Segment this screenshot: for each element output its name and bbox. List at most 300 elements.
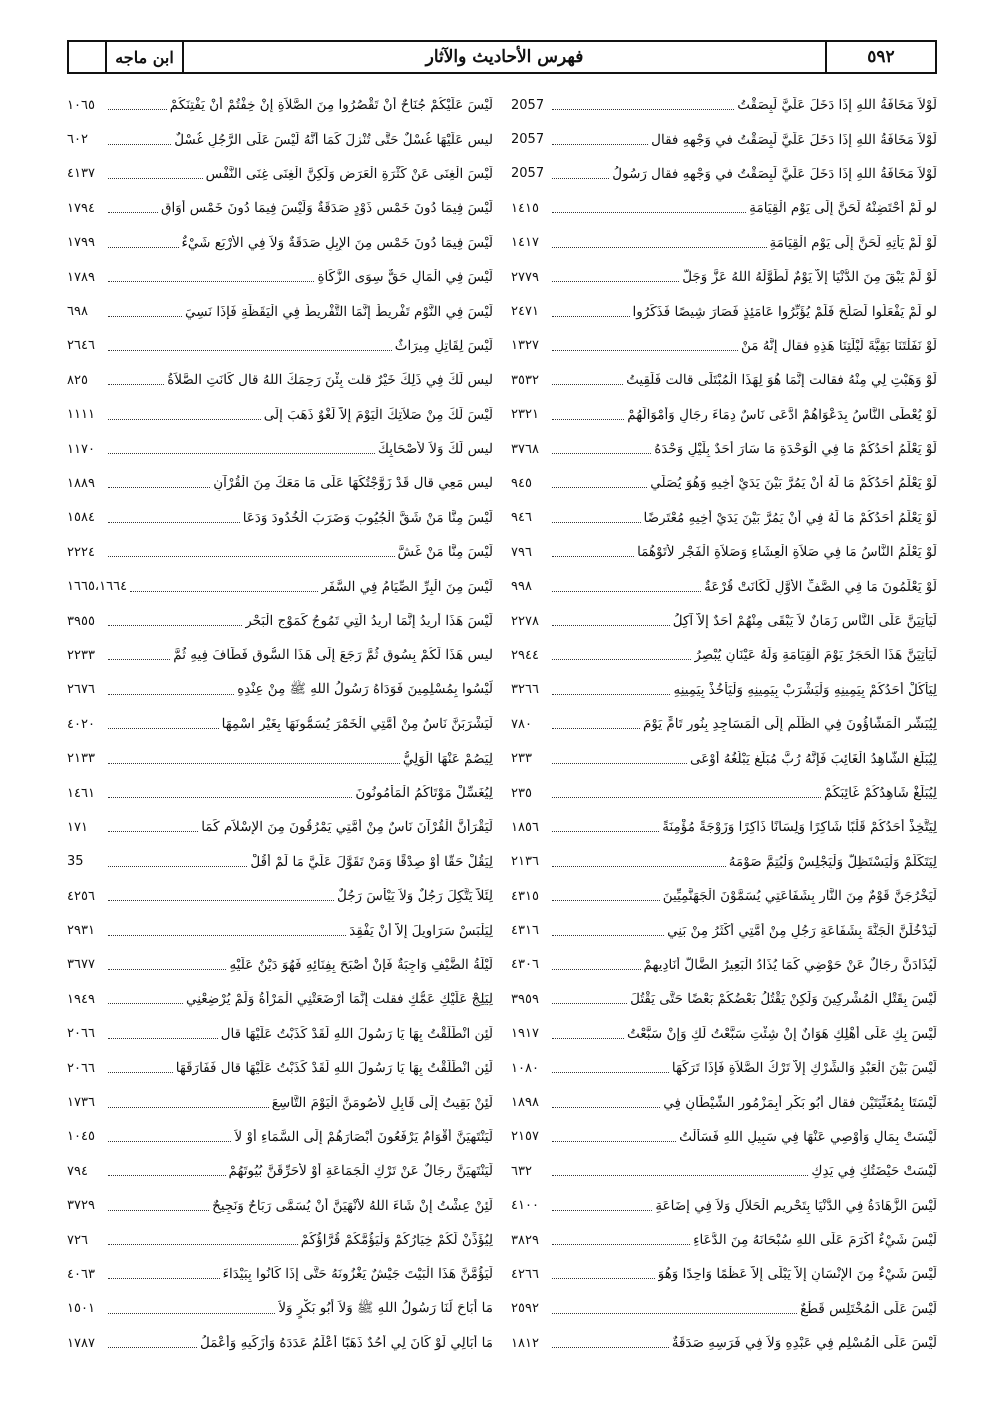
hadith-number: ٩٤٥: [511, 475, 532, 491]
hadith-number: ٢٦٤٦: [67, 338, 95, 354]
index-entry: [67, 535, 493, 569]
dot-leader: [552, 383, 623, 385]
index-entry: [67, 466, 493, 500]
hadith-text: لَيَأْتِيَنَّ هَذَا الْحَجَرُ يَوْمَ الْقِيَامَةِ وَلَهُ عَيْنَانِ يُبْصِرُ: [694, 647, 937, 664]
hadith-text: لَيَقْرَأَنَّ الْقُرْآنَ نَاسٌ مِنْ أُمَّتِي يَمْرُقُونَ مِنَ الإِسْلاَمِ كَمَا: [201, 819, 493, 836]
hadith-text: ليس مَعِي قال قَدْ زَوَّجْتُكَهَا عَلَى مَا مَعَكَ مِنَ الْقُرْآنِ: [213, 475, 493, 492]
dot-leader: [108, 280, 314, 282]
hadith-text: لَيْسَتَا بِمُغَنِّيَتَيْنِ فقال أَبُو بَكْرٍ أَبِمَزْمُورِ الشَّيْطَانِ فِي: [663, 1094, 937, 1111]
hadith-text: لَيَشْرَبَنَّ نَاسٌ مِنْ أُمَّتِي الْخَمْرَ يُسَمُّونَهَا بِغَيْرِ اسْمِهَا: [221, 716, 493, 733]
dot-leader: [552, 624, 670, 626]
left-column: [67, 88, 493, 1360]
dot-leader: [552, 830, 659, 832]
hadith-number: ٤٣١٥: [511, 888, 539, 904]
index-entry: [511, 776, 937, 810]
hadith-text: لَوْلاَ مَخَافَةُ اللهِ إِذَا دَخَلَ عَلَيَّ لَبِصَقْتُ في وَجْهِهِ فقال رَسُولُ: [612, 165, 937, 182]
dot-leader: [552, 1071, 669, 1073]
hadith-text: لَيْسَ بِكِ عَلَى أَهْلِكِ هَوَانٌ إِنْ شِئْتِ سَبَّعْتُ لَكِ وَإِنْ سَبَّعْتُ: [627, 1025, 937, 1042]
hadith-text: لو لَمْ أَحْتَضِنْهُ لَحَنَّ إِلَى يَوْمِ الْقِيَامَةِ: [749, 200, 937, 217]
dot-leader: [552, 1209, 652, 1211]
hadith-text: لَيْسَ فِيمَا دُونَ خَمْسِ ذَوْدٍ صَدَقَةٌ وَلَيْسَ فِيمَا دُونَ خَمْسِ أَوَاقٍ: [160, 200, 493, 217]
dot-leader: [108, 693, 234, 695]
index-entry: [67, 191, 493, 225]
hadith-text: لِيُبَلِّغِ الشَّاهِدُ الْغَائِبَ فَإِنَّهُ رُبَّ مُبَلَّغٍ يَبْلُغُهُ أَوْعَى: [689, 750, 937, 767]
hadith-text: لَوْ وَهَبْتِ لِي مِنْهُ فقالت إِنَّمَا هُوَ لِهَذَا الْمُبْتَلَى قالت فَلَقِيتُ: [626, 372, 937, 389]
index-entry: [67, 948, 493, 982]
dot-leader: [552, 1346, 669, 1348]
index-entry: [511, 294, 937, 328]
index-entry: [511, 157, 937, 191]
hadith-number: ١٤١٧: [511, 235, 539, 251]
dot-leader: [552, 693, 670, 695]
hadith-number: ٧٢٦: [67, 1232, 88, 1248]
hadith-number: ٢٣٣: [511, 751, 532, 767]
index-entry: [67, 1017, 493, 1051]
hadith-text: لَيْسَ عَلَى الْمُسْلِمِ فِي عَبْدِهِ وَلاَ فِي فَرَسِهِ صَدَقَةٌ: [671, 1335, 937, 1352]
hadith-text: لِئَلاَّ يَتَّكِلَ رَجُلٌ وَلاَ يَيْأَسَ رَجُلٌ: [336, 888, 493, 905]
hadith-number: ٤٣٠٦: [511, 957, 539, 973]
hadith-text: لَيْسَ مِنَّا مَنْ غَشَّ: [397, 544, 493, 561]
index-entry: [511, 466, 937, 500]
hadith-text: ليس لَكَ فِي ذَلِكَ خَيْرٌ قلت بِئْنَ رَحِمَكَ اللهُ قال كَانَتِ الصَّلاَةُ: [167, 372, 493, 389]
dot-leader: [108, 177, 203, 179]
dot-leader: [108, 1312, 275, 1314]
hadith-number: ٦٩٨: [67, 304, 88, 320]
hadith-number: ١١١١: [67, 407, 95, 423]
hadith-number: ٢٧٧٩: [511, 269, 539, 285]
dot-leader: [552, 762, 687, 764]
header-title: فهرس الأحاديث والآثار: [184, 42, 827, 72]
hadith-number: ٣٦٧٧: [67, 957, 95, 973]
index-entry: [511, 1223, 937, 1257]
dot-leader: [552, 1140, 676, 1142]
dot-leader: [552, 143, 648, 145]
index-entry: [511, 88, 937, 122]
hadith-number: 2057: [511, 97, 545, 113]
hadith-number: ١٩٤٩: [67, 991, 95, 1007]
hadith-text: لَيَخْرُجَنَّ قَوْمٌ مِنَ النَّارِ بِشَفَاعَتِي يُسَمَّوْنَ الْجَهَنَّمِيِّينَ: [662, 888, 937, 905]
hadith-number: ٢٤٧١: [511, 304, 539, 320]
index-entry: [67, 776, 493, 810]
hadith-text: لَيْسَتْ حَيْضَتُكِ فِي يَدِكِ: [811, 1163, 937, 1180]
hadith-number: ٣٩٥٥: [67, 613, 95, 629]
index-entry: [511, 1292, 937, 1326]
hadith-text: لِيَقُلْ حَقًّا أَوْ صِدْقًا وَمَنْ تَقَوَّلَ عَلَيَّ مَا لَمْ أَقُلْ: [250, 853, 493, 870]
hadith-number: ٣٢٦٦: [511, 682, 539, 698]
dot-leader: [552, 246, 767, 248]
index-entry: [511, 810, 937, 844]
hadith-text: ليس هَذَا لَكُمْ بِسُوقٍ ثُمَّ رَجَعَ إِلَى هَذَا السُّوقِ فَطَافَ فِيهِ ثُمَّ: [173, 647, 493, 664]
hadith-number: ٨٢٥: [67, 372, 88, 388]
dot-leader: [108, 1106, 269, 1108]
hadith-text: لِيَلْبَسْ سَرَاوِيلَ إِلاَّ أَنْ يَفْقِدَ: [349, 922, 493, 939]
hadith-text: لَيْسَ هَذَا أُرِيدُ إِنَّمَا أُرِيدُ الَّتِي تَمُوجُ كَمَوْجِ الْبَحْرِ: [245, 613, 493, 630]
hadith-number: ٢٢٧٨: [511, 613, 539, 629]
hadith-text: لَوْ يَعْلَمُونَ مَا فِي الصَّفِّ الأَوَّلِ لَكَانَتْ قُرْعَةٌ: [704, 578, 937, 595]
index-entry: [67, 707, 493, 741]
dot-leader: [108, 624, 242, 626]
hadith-text: لِيُؤَذِّنْ لَكُمْ خِيَارُكُمْ وَلْيَؤُمَّكُمْ قُرَّاؤُكُمْ: [300, 1232, 493, 1249]
dot-leader: [108, 418, 261, 420]
index-entry: [67, 329, 493, 363]
index-entry: [511, 1257, 937, 1291]
hadith-number: ٢٦٧٦: [67, 682, 95, 698]
hadith-text: لَوْلاَ مَخَافَةُ اللهِ إِذَا دَخَلَ عَلَيَّ لَبِصَقْتُ: [737, 97, 937, 114]
hadith-text: لَيَنْتَهِيَنَّ أَقْوَامٌ يَرْفَعُونَ أَبْصَارَهُمْ إِلَى السَّمَاءِ أَوْ لاَ: [234, 1128, 493, 1145]
index-entry: [67, 638, 493, 672]
hadith-text: لَيْسَ مِنَّا مَنْ شَقَّ الْجُيُوبَ وَضَرَبَ الْخُدُودَ وَدَعَا: [242, 509, 493, 526]
index-entry: [67, 398, 493, 432]
hadith-number: ٢٠٦٦: [67, 1026, 95, 1042]
hadith-number: ٤٠٢٠: [67, 716, 95, 732]
index-entry: [511, 1326, 937, 1360]
index-entry: [67, 810, 493, 844]
hadith-text: لَيْسَ لِقَاتِلٍ مِيرَاثٌ: [394, 337, 493, 354]
dot-leader: [552, 796, 821, 798]
dot-leader: [552, 108, 734, 110]
hadith-text: لَئِنْ عِشْتُ إِنْ شَاءَ اللهُ لأَنْهَيَنَّ أَنْ يُسَمَّى رَبَاحٌ وَنَجِيحٌ: [212, 1197, 493, 1214]
hadith-text: لَيْسَ شَيْءٌ مِنَ الإِنْسَانِ إِلاَّ يَبْلَى إِلاَّ عَظْمًا وَاحِدًا وَهُوَ: [657, 1266, 937, 1283]
dot-leader: [108, 211, 158, 213]
index-entry: [67, 982, 493, 1016]
index-entry: [511, 1120, 937, 1154]
dot-leader: [108, 143, 171, 145]
hadith-number: ١٣٢٧: [511, 338, 539, 354]
hadith-text: لِيَأْكُلْ أَحَدُكُمْ بِيَمِينِهِ وَلْيَشْرَبْ بِيَمِينِهِ وَلْيَأْخُذْ بِيَمِينِهِ: [673, 681, 937, 698]
hadith-text: ليس لَكَ وَلاَ لأَصْحَابِكَ: [377, 441, 493, 458]
index-entry: [67, 845, 493, 879]
hadith-number: ١٠٦٥: [67, 97, 95, 113]
hadith-number: ١٧٩٩: [67, 235, 95, 251]
index-entry: [511, 260, 937, 294]
hadith-number: ٦٣٢: [511, 1163, 532, 1179]
hadith-text: لَوْ لَمْ يَبْقَ مِنَ الدُّنْيَا إِلاَّ يَوْمٌ لَطَوَّلَهُ اللهُ عَزَّ وَجَلَّ: [682, 269, 937, 286]
dot-leader: [108, 796, 352, 798]
hadith-text: لِيَصُمْ عَنْهَا الْوَلِيُّ: [402, 750, 493, 767]
index-entry: [67, 432, 493, 466]
hadith-number: ٧٨٠: [511, 716, 532, 732]
hadith-number: ٢٣٢١: [511, 407, 539, 423]
index-entry: [67, 569, 493, 603]
index-entry: [511, 1189, 937, 1223]
index-entry: [67, 1257, 493, 1291]
hadith-number: ٢١٣٦: [511, 854, 539, 870]
dot-leader: [552, 865, 726, 867]
index-entry: [511, 398, 937, 432]
dot-leader: [552, 315, 630, 317]
index-entry: [67, 741, 493, 775]
hadith-text: لَوْ لَمْ يَأْتِهِ لَحَنَّ إِلَى يَوْمِ الْقِيَامَةِ: [769, 234, 937, 251]
dot-leader: [108, 521, 240, 523]
dot-leader: [552, 727, 640, 729]
hadith-number: ٧٩٤: [67, 1163, 88, 1179]
hadith-number: ١٥٠١: [67, 1301, 95, 1317]
dot-leader: [552, 211, 746, 213]
index-entry: [511, 1085, 937, 1119]
hadith-number: ١٧٩٤: [67, 200, 95, 216]
hadith-text: لَوْ يَعْلَمُ أَحَدُكُمْ مَا فِي الْوَحْدَةِ مَا سَارَ أَحَدٌ بِلَيْلٍ وَحْدَهُ: [654, 441, 937, 458]
hadith-number: ٢٠٦٦: [67, 1060, 95, 1076]
hadith-number: ١٨١٢: [511, 1335, 539, 1351]
hadith-text: لِيُبَشَّرِ الْمَشَّاؤُونَ فِي الظُّلَمِ إِلَى الْمَسَاجِدِ بِنُورٍ تَامٍّ يَوْمَ: [643, 716, 937, 733]
hadith-number: ١٨٩٨: [511, 1095, 539, 1111]
dot-leader: [108, 383, 164, 385]
hadith-number: ٢١٥٧: [511, 1129, 539, 1145]
header-blank-cell: [69, 42, 107, 72]
index-entry: [511, 707, 937, 741]
hadith-text: لَيْسُوا بِمُسْلِمِينَ فَوَدَاهُ رَسُولُ اللهِ ﷺ مِنْ عِنْدِهِ: [237, 680, 493, 697]
hadith-number: ١١٧٠: [67, 441, 95, 457]
hadith-number: ٣٧٢٩: [67, 1198, 95, 1214]
dot-leader: [108, 762, 400, 764]
index-entry: [67, 1154, 493, 1188]
dot-leader: [108, 108, 167, 110]
dot-leader: [108, 246, 179, 248]
hadith-number: ١٤٦١: [67, 785, 95, 801]
hadith-text: لَيَنْتَهِيَنَّ رِجَالٌ عَنْ تَرْكِ الْجَمَاعَةِ أَوْ لأُحَرِّقَنَّ بُيُوتَهُمْ: [228, 1163, 493, 1180]
index-entry: [511, 363, 937, 397]
index-entry: [67, 501, 493, 535]
dot-leader: [108, 1174, 226, 1176]
dot-leader: [108, 555, 395, 557]
hadith-number: ١٠٤٥: [67, 1129, 95, 1145]
index-entry: [67, 1120, 493, 1154]
hadith-number: ٤٣١٦: [511, 923, 539, 939]
hadith-text: ليس عَلَيْهَا غُسْلٌ حَتَّى تُنْزِلَ كَمَا أَنَّهُ لَيْسَ عَلَى الرَّجُلِ غُسْلٌ: [174, 131, 493, 148]
hadith-text: لَيْسَ فِي الْمَالِ حَقٌّ سِوَى الزَّكَاةِ: [317, 269, 493, 286]
page-header: [67, 40, 937, 74]
dot-leader: [552, 658, 691, 660]
index-entry: [511, 226, 937, 260]
hadith-text: لَيْسَ عَلَى الْمُخْتَلِسِ قَطْعٌ: [800, 1300, 937, 1317]
index-entry: [511, 879, 937, 913]
index-entry: [511, 122, 937, 156]
dot-leader: [108, 658, 170, 660]
hadith-text: لِيُغَسِّلْ مَوْتَاكُمُ الْمَأْمُونُونَ: [355, 785, 493, 801]
hadith-number: 2057: [511, 166, 545, 182]
index-entry: [511, 845, 937, 879]
dot-leader: [552, 486, 647, 488]
dot-leader: [552, 418, 624, 420]
index-entry: [511, 913, 937, 947]
header-page-number: ٥٩٢: [867, 47, 895, 67]
index-entry: [67, 913, 493, 947]
index-entry: [511, 1154, 937, 1188]
hadith-text: لَوْ نَفَلْتَنَا بَقِيَّةَ لَيْلَتِنَا هَذِهِ فقال إِنَّهُ مَنْ: [741, 337, 937, 354]
dot-leader: [552, 349, 738, 351]
hadith-text: لو لَمْ يَفْعَلُوا لَصَلُحَ فَلَمْ يُؤَبِّرُوا عَامَئِذٍ فَصَارَ شِيصًا فَذَكَرُوا: [632, 303, 937, 320]
hadith-number: ٤١٣٧: [67, 166, 95, 182]
dot-leader: [108, 865, 247, 867]
index-entry: [511, 638, 937, 672]
hadith-number: ١٠٨٠: [511, 1060, 539, 1076]
dot-leader: [552, 1277, 655, 1279]
index-entry: [511, 191, 937, 225]
hadith-text: لَوْ يَعْلَمُ أَحَدُكُمْ مَا لَهُ أَنْ يَمُرَّ بَيْنَ يَدَيْ أَخِيهِ وَهُوَ يُصَلِّي: [650, 475, 937, 492]
hadith-text: لَوْلاَ مَخَافَةُ اللهِ إِذَا دَخَلَ عَلَيَّ لَبِصَقْتُ في وَجْهِهِ فقال: [651, 131, 937, 148]
hadith-number: ٧٩٦: [511, 544, 532, 560]
index-entry: [511, 673, 937, 707]
hadith-number: ٢٢٣٣: [67, 647, 95, 663]
hadith-text: لَئِنْ بَقِيتُ إِلَى قَابِلٍ لأَصُومَنَّ الْيَوْمَ التَّاسِعَ: [271, 1094, 493, 1111]
hadith-text: لَيُذَادَنَّ رِجَالٌ عَنْ حَوْضِي كَمَا يُذَادُ الْبَعِيرُ الضَّالُّ أُنَادِيهِمْ: [643, 956, 937, 973]
index-entry: [67, 1326, 493, 1360]
dot-leader: [552, 1312, 797, 1314]
hadith-number: ١٧٨٧: [67, 1335, 95, 1351]
hadith-number: ٢٢٢٤: [67, 544, 95, 560]
right-column: [511, 88, 937, 1360]
index-entry: [511, 948, 937, 982]
hadith-number: ٣٧٦٨: [511, 441, 539, 457]
index-entry: [67, 1223, 493, 1257]
hadith-number: ٣٥٣٢: [511, 372, 539, 388]
hadith-number: ١٧١: [67, 819, 88, 835]
dot-leader: [108, 486, 210, 488]
hadith-text: لَيْسَ شَيْءٌ أَكْرَمَ عَلَى اللهِ سُبْحَانَهُ مِنَ الدُّعَاءِ: [693, 1232, 937, 1249]
dot-leader: [108, 315, 182, 317]
dot-leader: [108, 1209, 209, 1211]
hadith-text: لَيْسَ الزَّهَادَةُ فِي الدُّنْيَا بِتَحْرِيمِ الْحَلاَلِ وَلاَ فِي إِضَاعَةِ: [655, 1197, 937, 1214]
hadith-text: لَيَدْخُلَنَّ الْجَنَّةَ بِشَفَاعَةِ رَجُلٍ مِنْ أُمَّتِي أَكْثَرُ مِنْ بَنِي: [667, 922, 937, 939]
index-entry: [67, 88, 493, 122]
dot-leader: [552, 1037, 624, 1039]
index-page: [67, 40, 939, 1380]
hadith-number: ١٨٥٦: [511, 819, 539, 835]
hadith-number: ٢٥٩٢: [511, 1301, 539, 1317]
index-entry: [511, 1051, 937, 1085]
hadith-text: لَيَأْتِيَنَّ عَلَى النَّاسِ زَمَانٌ لاَ يَبْقَى مِنْهُمْ أَحَدٌ إِلاَّ آكِلُ: [672, 613, 937, 630]
index-entry: [67, 260, 493, 294]
dot-leader: [552, 280, 679, 282]
hadith-number: ٩٩٨: [511, 579, 532, 595]
index-entry: [67, 673, 493, 707]
index-entry: [511, 982, 937, 1016]
hadith-text: لَيْسَ الْغِنَى عَنْ كَثْرَةِ الْعَرَضِ وَلَكِنَّ الْغِنَى غِنَى النَّفْسِ: [205, 165, 493, 182]
dot-leader: [130, 590, 318, 592]
hadith-number: ١٤١٥: [511, 200, 539, 216]
dot-leader: [552, 177, 609, 179]
hadith-number: ٢٩٣١: [67, 923, 95, 939]
dot-leader: [552, 1106, 660, 1108]
hadith-text: مَا أُبَالِي لَوْ كَانَ لِي أُحُدٌ ذَهَبًا أَعْلَمُ عَدَدَهُ وَأُزَكِّيهِ وَأَعْمَلُ: [199, 1335, 493, 1352]
dot-leader: [552, 555, 634, 557]
dot-leader: [108, 1346, 197, 1348]
dot-leader: [108, 1277, 220, 1279]
hadith-text: مَا أَبَاحَ لَنَا رَسُولُ اللهِ ﷺ وَلاَ أَبُو بَكْرٍ وَلاَ: [278, 1299, 493, 1316]
index-entry: [511, 741, 937, 775]
index-entry: [511, 569, 937, 603]
dot-leader: [552, 452, 651, 454]
index-entry: [511, 604, 937, 638]
hadith-text: لَيْسَ عَلَيْكُمْ جُنَاحٌ أَنْ تَقْصُرُوا مِنَ الصَّلاَةِ إِنْ خِفْتُمْ أَنْ يَفْتِنَكُمْ: [169, 97, 493, 114]
index-entry: [67, 363, 493, 397]
hadith-text: لَيْسَ مِنَ الْبِرِّ الصِّيَامُ فِي السَّفَرِ: [321, 578, 493, 595]
hadith-number: ٢٣٥: [511, 785, 532, 801]
hadith-number: ٢٩٤٤: [511, 647, 539, 663]
hadith-text: لِيَتَّخِذْ أَحَدُكُمْ قَلْبًا شَاكِرًا وَلِسَانًا ذَاكِرًا وَزَوْجَةً مُؤْمِنَةً: [662, 819, 937, 836]
hadith-text: لِيَتَكَلَّمْ وَلْيَسْتَظِلَّ وَلْيَجْلِسْ وَلْيُتِمَّ صَوْمَهُ: [728, 853, 937, 870]
dot-leader: [552, 968, 641, 970]
index-entry: [67, 1085, 493, 1119]
dot-leader: [108, 1243, 298, 1245]
hadith-number: ٩٤٦: [511, 510, 532, 526]
hadith-number: ٤٢٥٦: [67, 888, 95, 904]
index-entry: [67, 122, 493, 156]
dot-leader: [108, 452, 375, 454]
hadith-number: ١٥٨٤: [67, 510, 95, 526]
hadith-number: ٢١٣٣: [67, 751, 95, 767]
hadith-text: لَوْ يَعْلَمُ أَحَدُكُمْ مَا لَهُ فِي أَنْ يَمُرَّ بَيْنَ يَدَيْ أَخِيهِ مُعْتَرِضًا: [643, 509, 937, 526]
dot-leader: [108, 899, 334, 901]
hadith-number: ٣٨٢٩: [511, 1232, 539, 1248]
hadith-number: ١٦٦٥،١٦٦٤: [67, 579, 128, 595]
hadith-text: لَيْسَ بِقَتْلِ الْمُشْرِكِينَ وَلَكِنْ يَقْتُلُ بَعْضُكُمْ بَعْضًا حَتَّى يَقْتُلَ: [630, 991, 937, 1008]
dot-leader: [108, 1037, 218, 1039]
hadith-number: ١٧٣٦: [67, 1095, 95, 1111]
hadith-text: لَيْسَ بَيْنَ الْعَبْدِ وَالشِّرْكِ إِلاَّ تَرْكُ الصَّلاَةِ فَإِذَا تَرَكَهَا: [671, 1060, 937, 1077]
hadith-text: لَئِنِ انْطَلَقْتُ بِهَا يَا رَسُولَ اللهِ لَقَدْ كَذَبْتُ عَلَيْهَا قال فَفَارَقَهَا: [175, 1060, 493, 1077]
index-entry: [511, 535, 937, 569]
dot-leader: [552, 521, 641, 523]
dot-leader: [108, 830, 198, 832]
hadith-number: ١٨٨٩: [67, 475, 95, 491]
hadith-number: ٤٢٦٦: [511, 1266, 539, 1282]
dot-leader: [108, 349, 392, 351]
dot-leader: [108, 968, 226, 970]
hadith-number: ٦٠٢: [67, 132, 88, 148]
hadith-text: لَئِنِ انْطَلَقْتُ بِهَا يَا رَسُولَ اللهِ لَقَدْ كَذَبْتُ عَلَيْهَا قال: [220, 1025, 493, 1042]
index-entry: [511, 329, 937, 363]
hadith-text: لَوْ يَعْلَمُ النَّاسُ مَا فِي صَلاَةِ الْعِشَاءِ وَصَلاَةِ الْفَجْرِ لأَتَوْهُمَا: [637, 544, 937, 561]
dot-leader: [108, 1140, 231, 1142]
index-entry: [511, 432, 937, 466]
hadith-text: لَوْ يُعْطَى النَّاسُ بِدَعْوَاهُمْ ادَّعَى نَاسٌ دِمَاءَ رِجَالٍ وَأَمْوَالَهُمْ: [627, 406, 937, 423]
hadith-number: ٤١٠٠: [511, 1198, 539, 1214]
dot-leader: [552, 1174, 808, 1176]
hadith-text: لَيَؤُمَّنَّ هَذَا الْبَيْتَ جَيْشٌ يَغْزُونَهُ حَتَّى إِذَا كَانُوا بِبَيْدَاءَ: [222, 1266, 493, 1283]
index-entry: [67, 157, 493, 191]
index-entry: [67, 879, 493, 913]
index-entry: [67, 1051, 493, 1085]
dot-leader: [552, 934, 664, 936]
hadith-number: ٤٠٦٣: [67, 1266, 95, 1282]
dot-leader: [108, 1002, 183, 1004]
hadith-number: ١٩١٧: [511, 1026, 539, 1042]
index-entry: [511, 1017, 937, 1051]
dot-leader: [552, 1243, 690, 1245]
index-entry: [67, 604, 493, 638]
index-entry: [67, 294, 493, 328]
hadith-text: لَيْسَ لَكَ مِنْ صَلاَتِكَ الْيَوْمَ إِلاَّ لَغْوٌ ذَهَبَ إِلَى: [263, 406, 493, 423]
index-entry: [67, 1292, 493, 1326]
index-entry: [511, 501, 937, 535]
dot-leader: [108, 934, 346, 936]
hadith-number: 2057: [511, 132, 545, 148]
hadith-number: 35: [67, 854, 84, 870]
index-columns: [67, 88, 937, 1360]
hadith-text: لِيَلِجْ عَلَيْكِ عَمُّكِ فقلت إِنَّمَا أَرْضَعَتْنِي الْمَرْأَةُ وَلَمْ يُرْضِعْنِي: [185, 991, 493, 1008]
index-entry: [67, 1189, 493, 1223]
hadith-text: لَيْسَ فِي النَّوْمِ تَفْرِيطٌ إِنَّمَا التَّفْرِيطُ فِي الْيَقَظَةِ فَإِذَا نَسِيَ: [185, 303, 493, 320]
header-book-name: ابن ماجه: [107, 42, 184, 72]
hadith-text: لِيُبَلِّغْ شَاهِدُكُمْ غَائِبَكُمْ: [824, 785, 937, 801]
hadith-text: لَيْسَتْ بِمَالٍ وَأَوْصِي عَنْهَا فِي سَبِيلِ اللهِ فَسَأَلْتُ: [679, 1128, 937, 1145]
dot-leader: [552, 1002, 627, 1004]
dot-leader: [108, 727, 219, 729]
hadith-text: لَيْسَ فِيمَا دُونَ خَمْسٍ مِنَ الإِبِلِ صَدَقَةٌ وَلاَ فِي الأَرْبَعِ شَيْءٌ: [181, 234, 493, 251]
hadith-number: ١٧٨٩: [67, 269, 95, 285]
hadith-text: لَيْلَةُ الضَّيْفِ وَاجِبَةٌ فَإِنْ أَصْبَحَ بِفِنَائِهِ فَهُوَ دَيْنٌ عَلَيْهِ: [229, 956, 493, 973]
